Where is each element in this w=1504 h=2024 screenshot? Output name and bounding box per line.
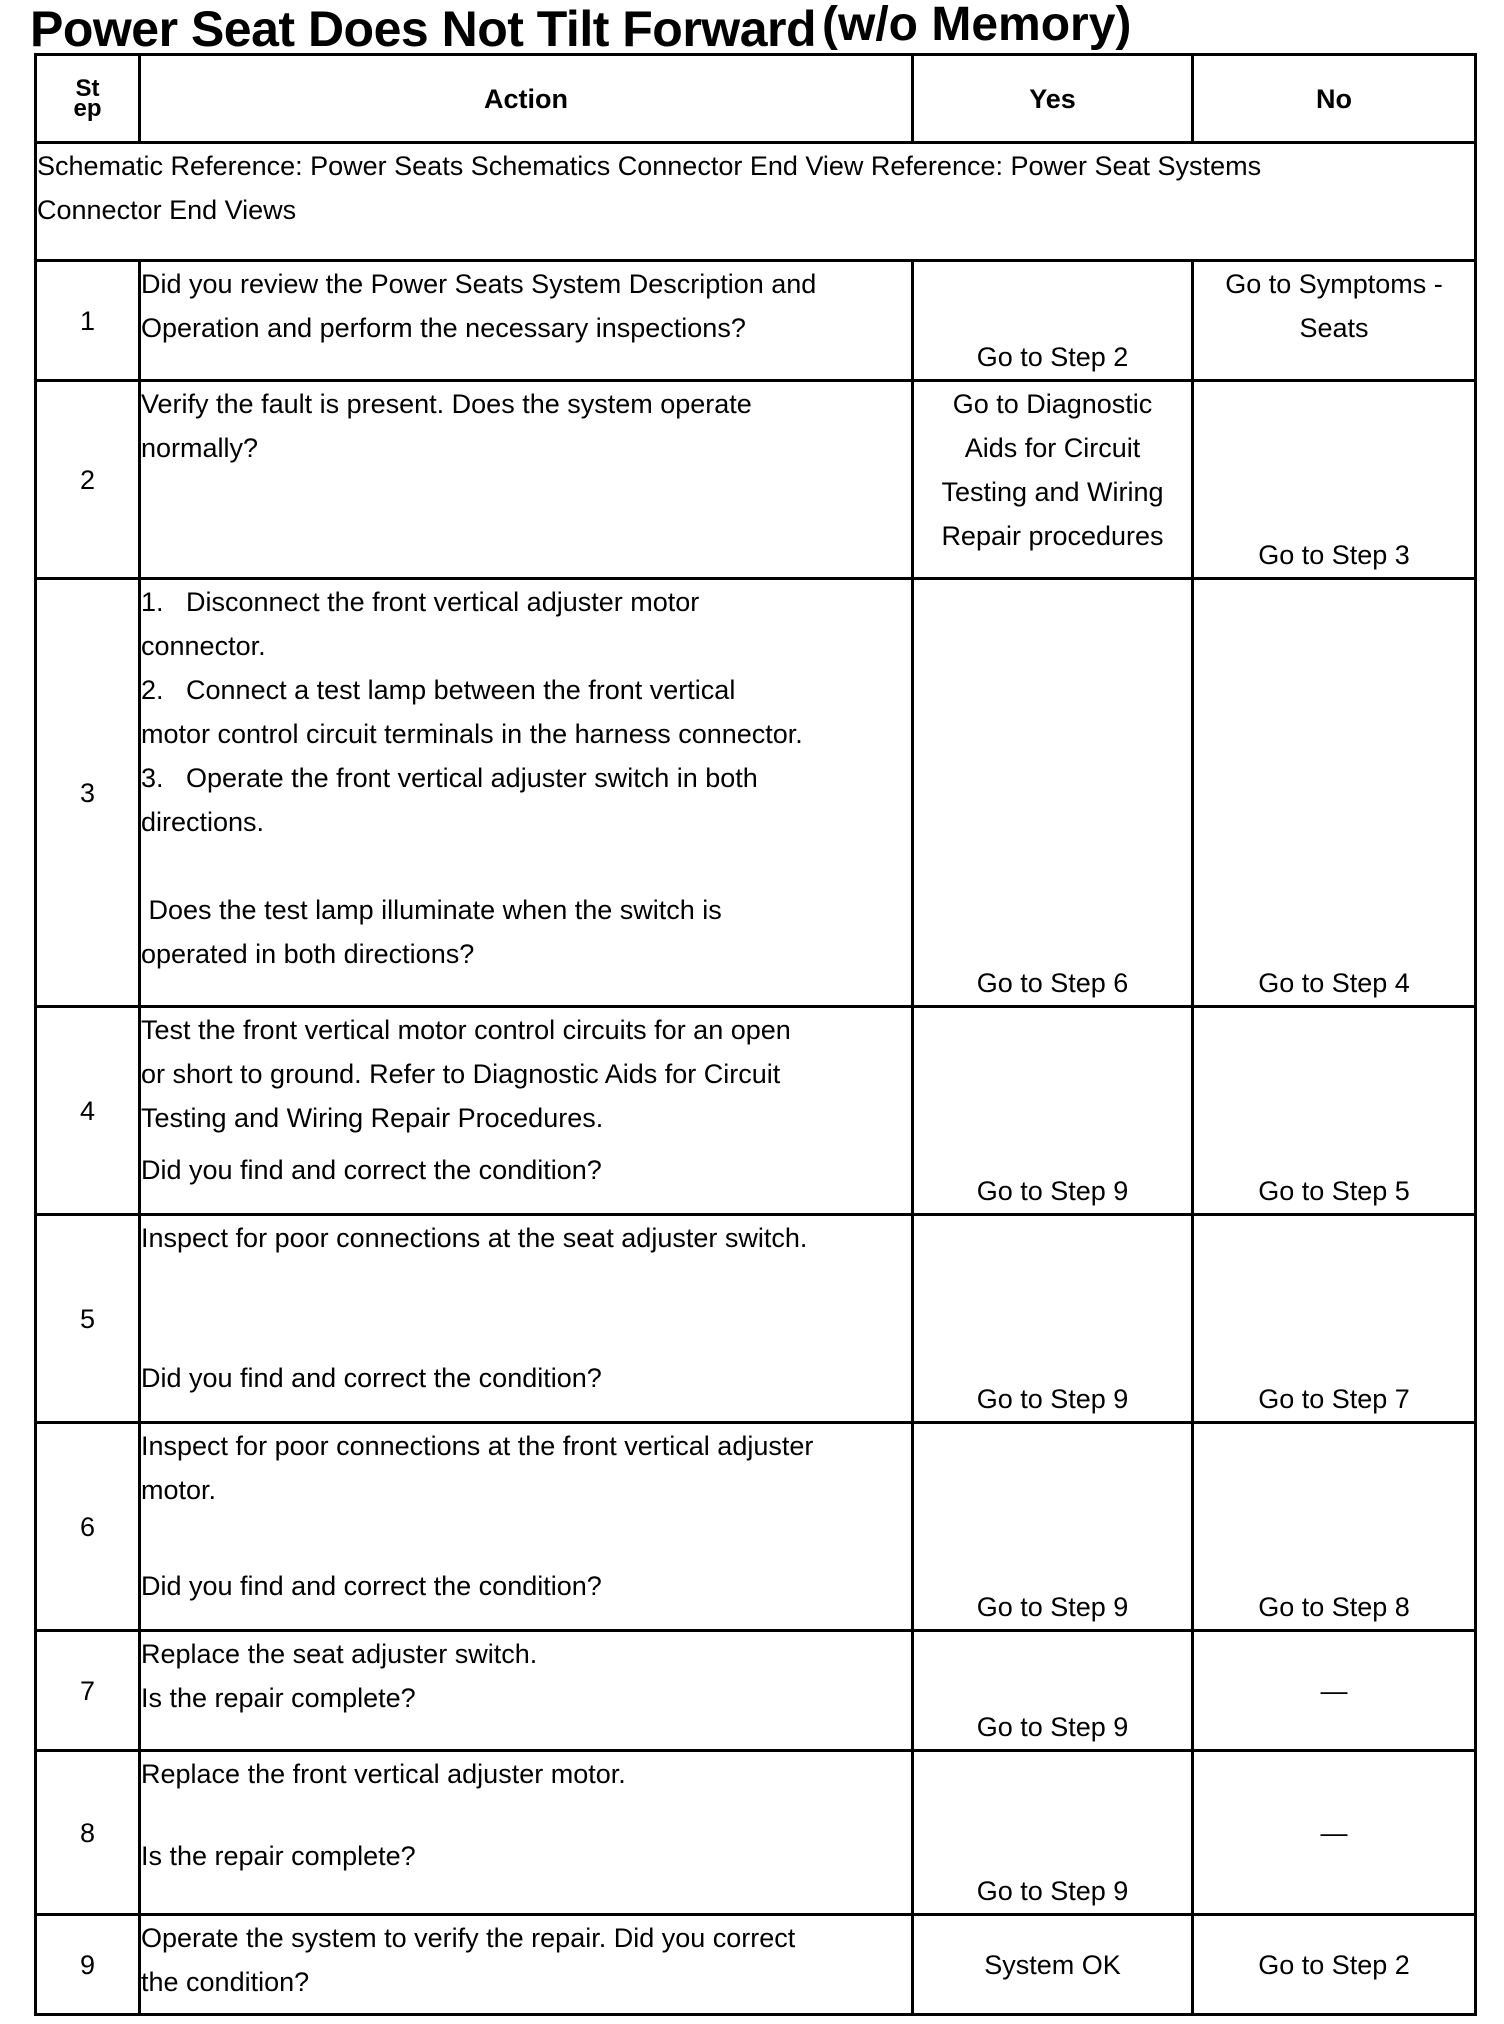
- action-line: Is the repair complete?: [141, 1683, 416, 1713]
- no-cell: [1193, 1423, 1476, 1631]
- no-text: Go to Step 7: [1258, 1384, 1410, 1414]
- no-text: Go to Step 5: [1258, 1176, 1410, 1206]
- action-line: normally?: [141, 433, 259, 463]
- action-line: motor control circuit terminals in the harness connector.: [141, 719, 803, 749]
- no-cell: [1193, 1915, 1476, 2015]
- step-number: 2: [36, 381, 140, 579]
- no-cell: [1193, 381, 1476, 579]
- action-line: Did you review the Power Seats System Description and: [141, 269, 817, 299]
- diagnostic-table: [34, 53, 1477, 2016]
- action-line: or short to ground. Refer to Diagnostic Aids for Circuit: [141, 1059, 781, 1089]
- yes-cell: [913, 1423, 1193, 1631]
- no-dash: —: [1320, 1817, 1348, 1848]
- schematic-line: Connector End Views: [37, 195, 297, 225]
- yes-cell: [913, 1215, 1193, 1423]
- action-cell: [140, 381, 913, 579]
- spacer: [141, 1512, 911, 1564]
- header-step-line1: St: [75, 74, 100, 102]
- action-line: Operate the system to verify the repair. Did you correct: [141, 1923, 796, 1953]
- yes-cell: [913, 579, 1193, 1007]
- action-line: Is the repair complete?: [141, 1841, 416, 1871]
- step-number: 3: [36, 579, 140, 1007]
- action-cell: [140, 261, 913, 381]
- step-number: 1: [36, 261, 140, 381]
- action-line: 1. Disconnect the front vertical adjuster motor: [141, 587, 700, 617]
- no-text: Go to Step 3: [1258, 540, 1410, 570]
- yes-cell: [913, 1007, 1193, 1215]
- no-text: Go to Step 8: [1258, 1592, 1410, 1622]
- yes-text: Go to Step 9: [976, 1176, 1129, 1206]
- header-yes: Yes: [913, 55, 1193, 143]
- action-line: directions.: [141, 807, 265, 837]
- page-title: [30, 0, 1131, 58]
- no-text: Go to Step 4: [1258, 968, 1410, 998]
- table-row: [36, 261, 1476, 381]
- yes-text: Go to Diagnostic: [952, 389, 1153, 419]
- action-line: Inspect for poor connections at the front vertical adjuster: [141, 1431, 814, 1461]
- title-sub: (w/o Memory): [822, 0, 1132, 51]
- spacer: [141, 1796, 911, 1834]
- step-number: 9: [36, 1915, 140, 2015]
- schematic-reference: [36, 143, 1476, 261]
- action-line: Does the test lamp illuminate when the switch is: [141, 895, 722, 925]
- yes-text: Go to Step 9: [976, 1592, 1129, 1622]
- yes-text: Testing and Wiring: [941, 477, 1164, 507]
- spacer: [141, 844, 911, 888]
- action-line: Operation and perform the necessary inspections?: [141, 313, 746, 343]
- yes-text: Go to Step 9: [976, 1384, 1129, 1414]
- step-number: 7: [36, 1631, 140, 1751]
- step-number: 5: [36, 1215, 140, 1423]
- yes-text: Aids for Circuit: [964, 433, 1141, 463]
- schematic-line: Schematic Reference: Power Seats Schematics Connector End View Reference: Power Seat Systems: [37, 151, 1262, 181]
- action-cell: [140, 579, 913, 1007]
- title-main: Power Seat Does Not Tilt Forward: [30, 1, 817, 57]
- yes-text: Repair procedures: [941, 521, 1164, 551]
- no-cell: [1193, 1631, 1476, 1751]
- yes-cell: [913, 1915, 1193, 2015]
- yes-text: Go to Step 9: [976, 1876, 1129, 1906]
- table-row: [36, 1423, 1476, 1631]
- header-row: [36, 55, 1476, 143]
- action-line: the condition?: [141, 1967, 310, 1997]
- action-line: connector.: [141, 631, 266, 661]
- table-row: [36, 1631, 1476, 1751]
- action-cell: [140, 1215, 913, 1423]
- action-cell: [140, 1631, 913, 1751]
- action-line: 3. Operate the front vertical adjuster switch in both: [141, 763, 758, 793]
- action-line: Testing and Wiring Repair Procedures.: [141, 1103, 604, 1133]
- step-number: 6: [36, 1423, 140, 1631]
- table-row: [36, 1215, 1476, 1423]
- action-line: Replace the front vertical adjuster motor.: [141, 1759, 626, 1789]
- header-step-line2: ep: [73, 94, 102, 122]
- action-line: Did you find and correct the condition?: [141, 1363, 602, 1393]
- action-line: Inspect for poor connections at the seat adjuster switch.: [141, 1223, 808, 1253]
- no-text: Go to Step 2: [1258, 1949, 1410, 1980]
- yes-cell: [913, 381, 1193, 579]
- spacer: [141, 1260, 911, 1304]
- action-line: Did you find and correct the condition?: [141, 1571, 602, 1601]
- action-cell: [140, 1915, 913, 2015]
- table-row: [36, 579, 1476, 1007]
- action-cell: [140, 1751, 913, 1915]
- action-line: Replace the seat adjuster switch.: [141, 1639, 538, 1669]
- schematic-row: [36, 143, 1476, 261]
- action-cell: [140, 1007, 913, 1215]
- action-line: Test the front vertical motor control circuits for an open: [141, 1015, 791, 1045]
- spacer: [141, 1304, 911, 1356]
- no-cell: [1193, 1215, 1476, 1423]
- yes-text: Go to Step 6: [976, 968, 1129, 998]
- action-line: motor.: [141, 1475, 217, 1505]
- action-line: Did you find and correct the condition?: [141, 1155, 602, 1185]
- action-cell: [140, 1423, 913, 1631]
- yes-cell: [913, 1631, 1193, 1751]
- header-step: [36, 55, 140, 143]
- table-row: [36, 381, 1476, 579]
- table-row: [36, 1751, 1476, 1915]
- yes-text: Go to Step 9: [976, 1712, 1129, 1742]
- header-action: Action: [140, 55, 913, 143]
- no-text: Go to Symptoms -: [1225, 269, 1443, 299]
- no-cell: [1193, 1751, 1476, 1915]
- step-number: 8: [36, 1751, 140, 1915]
- no-text: Seats: [1299, 313, 1369, 343]
- yes-text: System OK: [984, 1949, 1121, 1980]
- no-cell: [1193, 579, 1476, 1007]
- yes-text: Go to Step 2: [976, 342, 1129, 372]
- action-line: operated in both directions?: [141, 939, 475, 969]
- header-no: No: [1193, 55, 1476, 143]
- no-dash: —: [1320, 1675, 1348, 1706]
- action-line: 2. Connect a test lamp between the front vertical: [141, 675, 736, 705]
- table-row: [36, 1007, 1476, 1215]
- table-row: [36, 1915, 1476, 2015]
- no-cell: [1193, 261, 1476, 381]
- yes-cell: [913, 1751, 1193, 1915]
- no-cell: [1193, 1007, 1476, 1215]
- action-line: Verify the fault is present. Does the system operate: [141, 389, 752, 419]
- step-number: 4: [36, 1007, 140, 1215]
- yes-cell: [913, 261, 1193, 381]
